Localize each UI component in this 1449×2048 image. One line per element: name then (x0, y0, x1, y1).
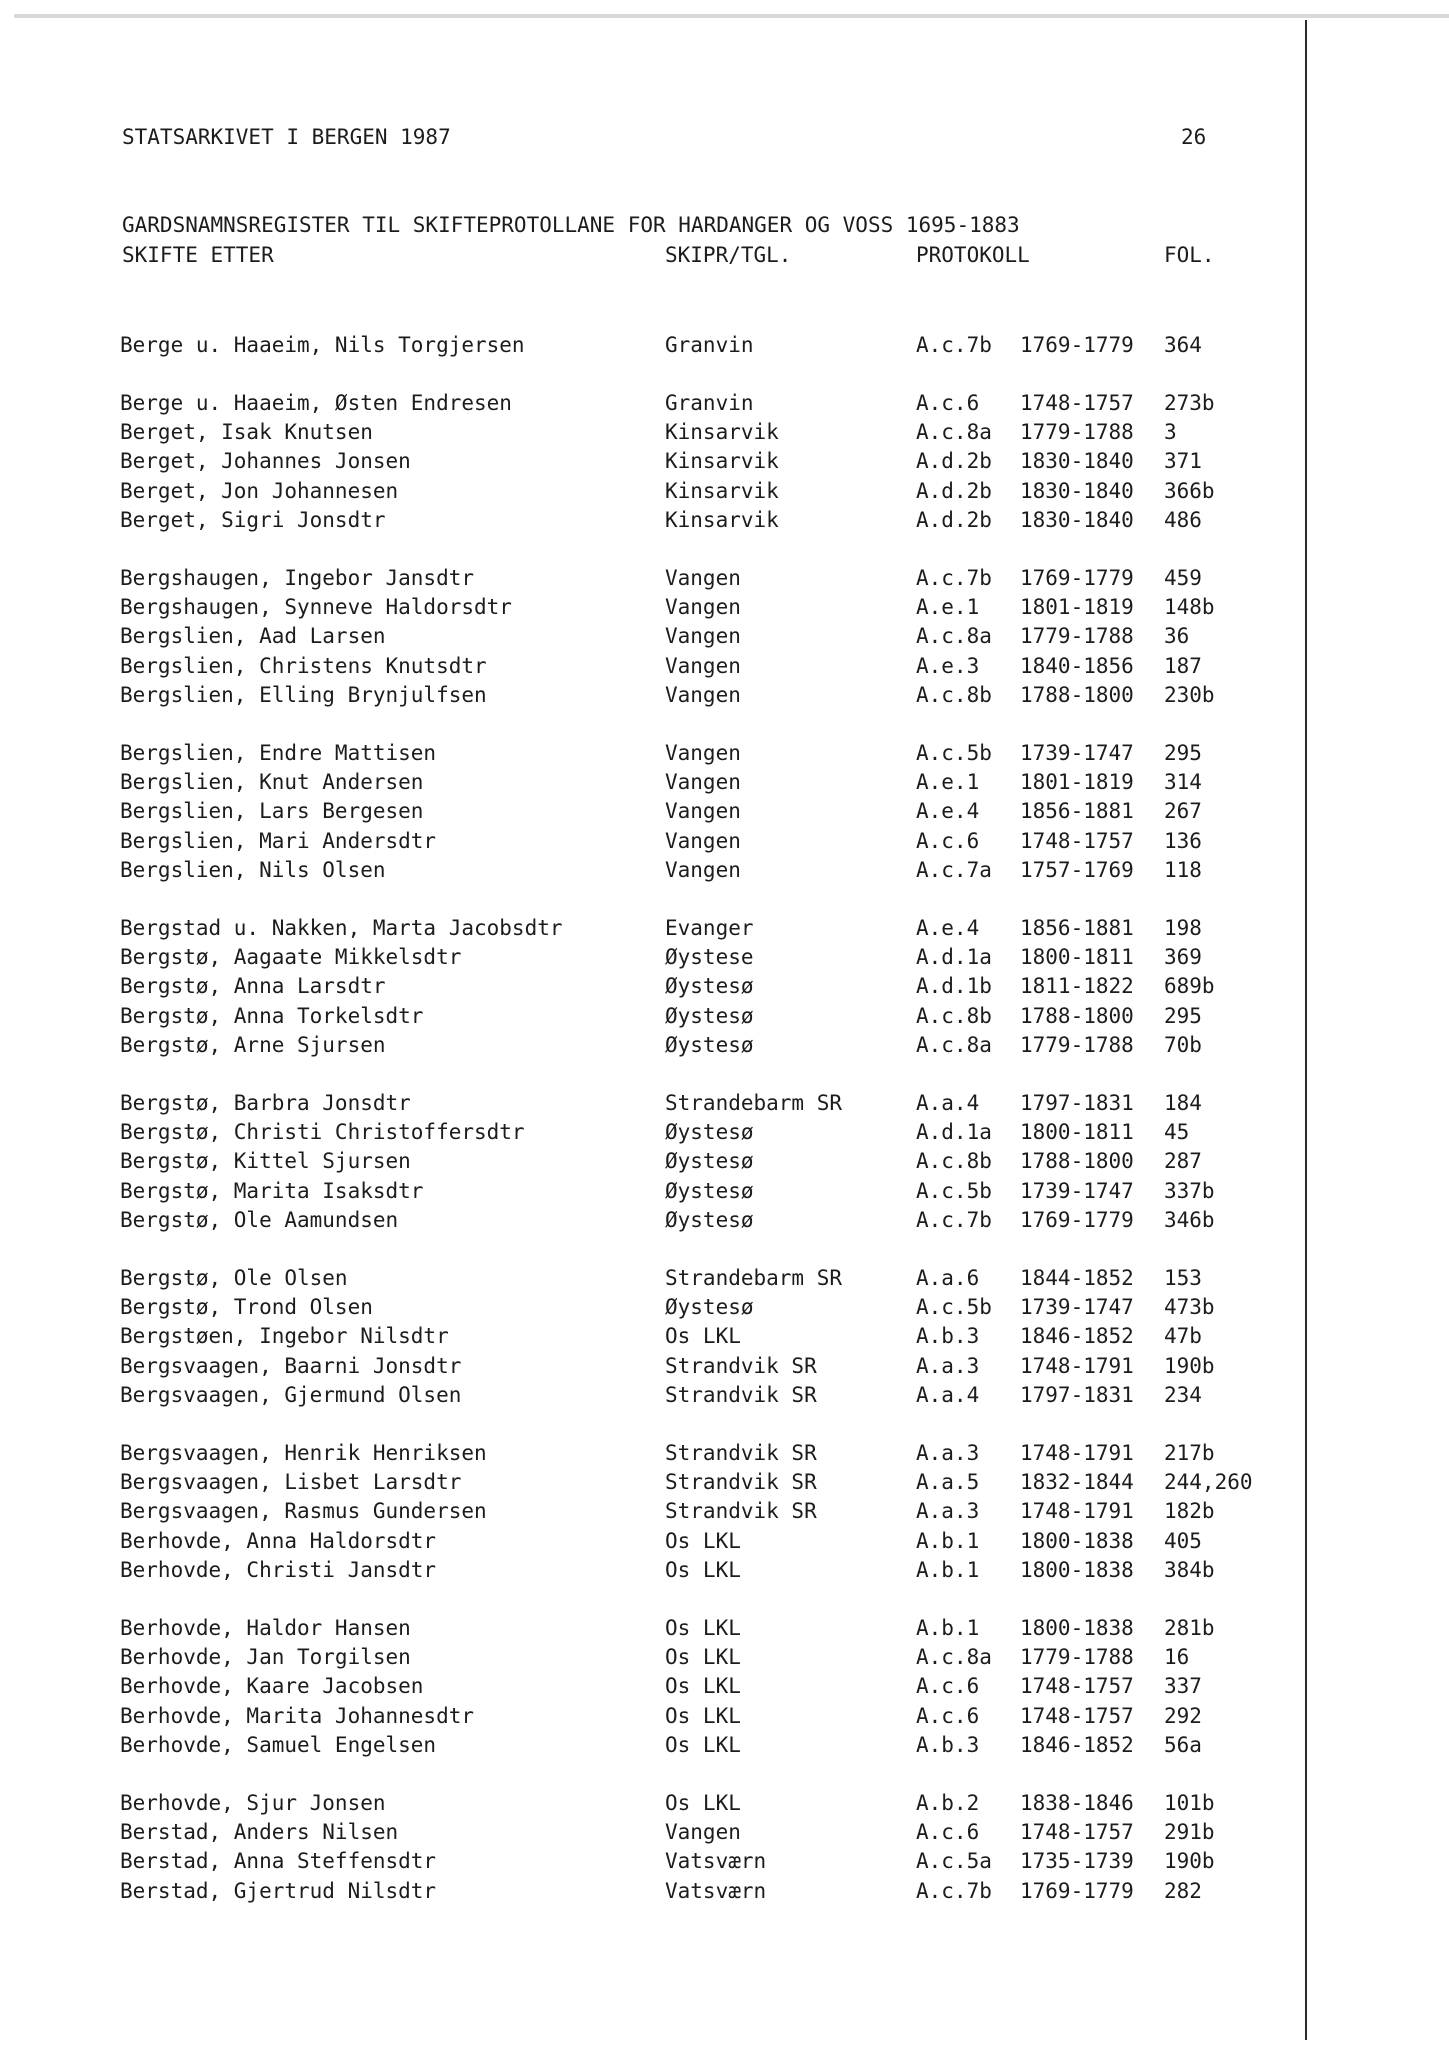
entry-folio: 3 (1164, 420, 1177, 444)
table-row (0, 1090, 1300, 1116)
archive-heading: STATSARKIVET I BERGEN 1987 (122, 125, 451, 149)
entry-years: 1800-1838 (1020, 1616, 1134, 1640)
entry-folio: 198 (1164, 916, 1202, 940)
entry-years: 1748-1757 (1020, 1674, 1134, 1698)
entry-name: Berhovde, Haldor Hansen (120, 1616, 411, 1640)
entry-folio: 56a (1164, 1733, 1202, 1757)
entry-folio: 369 (1164, 945, 1202, 969)
entry-name: Berget, Isak Knutsen (120, 420, 373, 444)
entry-name: Bergsvaagen, Lisbet Larsdtr (120, 1470, 462, 1494)
table-row (0, 1615, 1300, 1641)
entry-years: 1801-1819 (1020, 595, 1134, 619)
entry-folio: 190b (1164, 1354, 1215, 1378)
entry-protocol: A.c.5b (916, 1295, 992, 1319)
entry-folio: 282 (1164, 1879, 1202, 1903)
entry-folio: 473b (1164, 1295, 1215, 1319)
entry-folio: 45 (1164, 1120, 1190, 1144)
table-row (0, 653, 1300, 679)
entry-years: 1748-1757 (1020, 1820, 1134, 1844)
entry-years: 1735-1739 (1020, 1849, 1134, 1873)
margin-rule (1305, 20, 1307, 2040)
entry-protocol: A.a.3 (916, 1441, 980, 1465)
entry-folio: 217b (1164, 1441, 1215, 1465)
entry-place: Vangen (665, 595, 741, 619)
entry-place: Os LKL (665, 1645, 741, 1669)
table-row (0, 478, 1300, 504)
entry-name: Berhovde, Sjur Jonsen (120, 1791, 386, 1815)
table-row (0, 565, 1300, 591)
entry-protocol: A.a.3 (916, 1499, 980, 1523)
entry-place: Vangen (665, 624, 741, 648)
entry-years: 1801-1819 (1020, 770, 1134, 794)
table-row (0, 682, 1300, 708)
entry-years: 1748-1791 (1020, 1499, 1134, 1523)
table-row (0, 1790, 1300, 1816)
entry-place: Kinsarvik (665, 420, 779, 444)
table-row (0, 1703, 1300, 1729)
entry-place: Vangen (665, 1820, 741, 1844)
entry-folio: 136 (1164, 829, 1202, 853)
entry-name: Bergslien, Nils Olsen (120, 858, 386, 882)
entry-name: Bergsvaagen, Rasmus Gundersen (120, 1499, 487, 1523)
entry-name: Berget, Sigri Jonsdtr (120, 508, 386, 532)
entry-place: Vangen (665, 858, 741, 882)
entry-name: Bergstø, Arne Sjursen (120, 1033, 386, 1057)
entry-place: Vangen (665, 683, 741, 707)
table-row (0, 1323, 1300, 1349)
entry-name: Berhovde, Kaare Jacobsen (120, 1674, 424, 1698)
entry-years: 1757-1769 (1020, 858, 1134, 882)
entry-years: 1769-1779 (1020, 566, 1134, 590)
entry-place: Vatsværn (665, 1849, 767, 1873)
table-row (0, 507, 1300, 533)
entry-protocol: A.c.7b (916, 566, 992, 590)
entry-protocol: A.c.6 (916, 1820, 980, 1844)
entry-name: Bergstø, Anna Larsdtr (120, 974, 386, 998)
entry-place: Os LKL (665, 1674, 741, 1698)
entry-years: 1788-1800 (1020, 1004, 1134, 1028)
entry-protocol: A.c.5b (916, 1179, 992, 1203)
column-header-name: SKIFTE ETTER (122, 243, 274, 267)
entry-name: Bergsvaagen, Baarni Jonsdtr (120, 1354, 462, 1378)
entry-protocol: A.d.1a (916, 945, 992, 969)
table-row (0, 1148, 1300, 1174)
entry-name: Bergstøen, Ingebor Nilsdtr (120, 1324, 449, 1348)
entry-name: Berge u. Haaeim, Nils Torgjersen (120, 333, 525, 357)
entry-folio: 364 (1164, 333, 1202, 357)
entry-name: Bergstad u. Nakken, Marta Jacobsdtr (120, 916, 563, 940)
entry-place: Os LKL (665, 1616, 741, 1640)
entry-folio: 366b (1164, 479, 1215, 503)
entry-folio: 287 (1164, 1149, 1202, 1173)
entry-years: 1748-1757 (1020, 391, 1134, 415)
entry-name: Berstad, Gjertrud Nilsdtr (120, 1879, 437, 1903)
entry-years: 1779-1788 (1020, 1033, 1134, 1057)
entry-folio: 36 (1164, 624, 1190, 648)
entry-place: Os LKL (665, 1529, 741, 1553)
entry-folio: 384b (1164, 1558, 1215, 1582)
entry-protocol: A.c.7a (916, 858, 992, 882)
table-row (0, 1207, 1300, 1233)
entry-years: 1788-1800 (1020, 1149, 1134, 1173)
entry-protocol: A.d.2b (916, 449, 992, 473)
table-row (0, 1265, 1300, 1291)
entry-place: Strandvik SR (665, 1354, 817, 1378)
entry-years: 1856-1881 (1020, 916, 1134, 940)
entry-years: 1838-1846 (1020, 1791, 1134, 1815)
entry-place: Øystesø (665, 1179, 754, 1203)
entry-years: 1739-1747 (1020, 1179, 1134, 1203)
table-row (0, 594, 1300, 620)
entry-folio: 371 (1164, 449, 1202, 473)
entry-name: Bergstø, Anna Torkelsdtr (120, 1004, 424, 1028)
table-row (0, 1819, 1300, 1845)
table-row (0, 1848, 1300, 1874)
entry-place: Strandvik SR (665, 1441, 817, 1465)
entry-place: Vatsværn (665, 1879, 767, 1903)
entry-name: Bergstø, Marita Isaksdtr (120, 1179, 424, 1203)
table-row (0, 1732, 1300, 1758)
entry-name: Berhovde, Anna Haldorsdtr (120, 1529, 437, 1553)
table-row (0, 1178, 1300, 1204)
entry-folio: 292 (1164, 1704, 1202, 1728)
entry-folio: 153 (1164, 1266, 1202, 1290)
entry-years: 1779-1788 (1020, 624, 1134, 648)
entry-name: Berhovde, Jan Torgilsen (120, 1645, 411, 1669)
entry-years: 1769-1779 (1020, 1879, 1134, 1903)
entry-protocol: A.a.5 (916, 1470, 980, 1494)
entry-protocol: A.b.3 (916, 1324, 980, 1348)
entry-place: Evanger (665, 916, 754, 940)
entry-folio: 267 (1164, 799, 1202, 823)
entry-name: Berhovde, Marita Johannesdtr (120, 1704, 475, 1728)
entry-place: Øystesø (665, 1033, 754, 1057)
entry-name: Bergstø, Barbra Jonsdtr (120, 1091, 411, 1115)
page-number: 26 (1181, 125, 1207, 149)
entry-protocol: A.c.6 (916, 391, 980, 415)
entry-years: 1769-1779 (1020, 333, 1134, 357)
table-row (0, 332, 1300, 358)
entry-years: 1748-1757 (1020, 829, 1134, 853)
entry-name: Bergstø, Ole Olsen (120, 1266, 348, 1290)
entry-folio: 689b (1164, 974, 1215, 998)
entry-protocol: A.c.8b (916, 1149, 992, 1173)
entry-folio: 184 (1164, 1091, 1202, 1115)
entry-years: 1830-1840 (1020, 479, 1134, 503)
entry-protocol: A.c.8b (916, 1004, 992, 1028)
entry-name: Bergsvaagen, Henrik Henriksen (120, 1441, 487, 1465)
entry-protocol: A.c.8a (916, 624, 992, 648)
entry-protocol: A.b.2 (916, 1791, 980, 1815)
table-row (0, 623, 1300, 649)
entry-protocol: A.d.2b (916, 508, 992, 532)
table-row (0, 448, 1300, 474)
entry-place: Strandebarm SR (665, 1091, 843, 1115)
table-row (0, 1382, 1300, 1408)
entry-name: Bergslien, Knut Andersen (120, 770, 424, 794)
entry-years: 1769-1779 (1020, 1208, 1134, 1232)
entry-place: Øystesø (665, 1004, 754, 1028)
entry-protocol: A.a.3 (916, 1354, 980, 1378)
entry-years: 1846-1852 (1020, 1324, 1134, 1348)
entry-place: Øystesø (665, 1149, 754, 1173)
entry-protocol: A.b.1 (916, 1616, 980, 1640)
entry-place: Os LKL (665, 1324, 741, 1348)
entry-years: 1840-1856 (1020, 654, 1134, 678)
entry-years: 1748-1791 (1020, 1441, 1134, 1465)
entry-protocol: A.d.1a (916, 1120, 992, 1144)
table-row (0, 1440, 1300, 1466)
entry-name: Bergstø, Christi Christoffersdtr (120, 1120, 525, 1144)
table-row (0, 1032, 1300, 1058)
entry-place: Os LKL (665, 1704, 741, 1728)
entry-protocol: A.c.7b (916, 1879, 992, 1903)
entry-protocol: A.e.3 (916, 654, 980, 678)
entry-name: Bergstø, Ole Aamundsen (120, 1208, 399, 1232)
entry-place: Vangen (665, 741, 741, 765)
entry-folio: 16 (1164, 1645, 1190, 1669)
table-row (0, 1353, 1300, 1379)
entry-folio: 118 (1164, 858, 1202, 882)
entry-years: 1800-1838 (1020, 1529, 1134, 1553)
entry-name: Bergshaugen, Ingebor Jansdtr (120, 566, 475, 590)
entry-years: 1800-1811 (1020, 945, 1134, 969)
register-title: GARDSNAMNSREGISTER TIL SKIFTEPROTOLLANE FOR HARDANGER OG VOSS 1695-1883 (122, 213, 1020, 237)
entry-years: 1832-1844 (1020, 1470, 1134, 1494)
entry-protocol: A.e.4 (916, 916, 980, 940)
entry-protocol: A.c.6 (916, 1674, 980, 1698)
entry-protocol: A.d.1b (916, 974, 992, 998)
entry-folio: 295 (1164, 741, 1202, 765)
entry-place: Strandebarm SR (665, 1266, 843, 1290)
entry-name: Bergsvaagen, Gjermund Olsen (120, 1383, 462, 1407)
entry-place: Øystesø (665, 1120, 754, 1144)
table-row (0, 798, 1300, 824)
entry-place: Strandvik SR (665, 1470, 817, 1494)
table-row (0, 828, 1300, 854)
entry-name: Berget, Jon Johannesen (120, 479, 399, 503)
table-row (0, 973, 1300, 999)
entry-folio: 234 (1164, 1383, 1202, 1407)
entry-place: Granvin (665, 391, 754, 415)
column-header-protocol: PROTOKOLL (916, 243, 1030, 267)
entry-name: Berstad, Anders Nilsen (120, 1820, 399, 1844)
entry-years: 1739-1747 (1020, 741, 1134, 765)
table-row (0, 769, 1300, 795)
entry-folio: 244,260 (1164, 1470, 1253, 1494)
table-row (0, 915, 1300, 941)
entry-protocol: A.c.8a (916, 1645, 992, 1669)
entry-folio: 295 (1164, 1004, 1202, 1028)
table-row (0, 1003, 1300, 1029)
entry-folio: 314 (1164, 770, 1202, 794)
entry-place: Vangen (665, 829, 741, 853)
entry-folio: 148b (1164, 595, 1215, 619)
entry-protocol: A.e.1 (916, 595, 980, 619)
entry-years: 1800-1838 (1020, 1558, 1134, 1582)
entry-place: Øystesø (665, 974, 754, 998)
entry-years: 1830-1840 (1020, 508, 1134, 532)
entry-name: Bergslien, Christens Knutsdtr (120, 654, 487, 678)
entry-years: 1830-1840 (1020, 449, 1134, 473)
entry-protocol: A.c.7b (916, 333, 992, 357)
entry-name: Bergshaugen, Synneve Haldorsdtr (120, 595, 512, 619)
entry-name: Berge u. Haaeim, Østen Endresen (120, 391, 512, 415)
entry-protocol: A.c.8b (916, 683, 992, 707)
entry-protocol: A.c.6 (916, 1704, 980, 1728)
entry-protocol: A.a.6 (916, 1266, 980, 1290)
table-row (0, 1469, 1300, 1495)
entry-folio: 182b (1164, 1499, 1215, 1523)
table-row (0, 740, 1300, 766)
entry-years: 1797-1831 (1020, 1383, 1134, 1407)
entry-protocol: A.c.8a (916, 420, 992, 444)
table-row (0, 1673, 1300, 1699)
entry-protocol: A.c.5a (916, 1849, 992, 1873)
entry-folio: 337 (1164, 1674, 1202, 1698)
column-header-place: SKIPR/TGL. (665, 243, 792, 267)
table-row (0, 1878, 1300, 1904)
entry-name: Berstad, Anna Steffensdtr (120, 1849, 437, 1873)
entry-place: Os LKL (665, 1733, 741, 1757)
entry-folio: 187 (1164, 654, 1202, 678)
entry-place: Os LKL (665, 1558, 741, 1582)
entry-place: Kinsarvik (665, 479, 779, 503)
entry-protocol: A.b.1 (916, 1529, 980, 1553)
entry-folio: 486 (1164, 508, 1202, 532)
entry-name: Bergslien, Lars Bergesen (120, 799, 424, 823)
table-row (0, 1528, 1300, 1554)
entry-name: Bergslien, Elling Brynjulfsen (120, 683, 487, 707)
entry-protocol: A.c.8a (916, 1033, 992, 1057)
entry-folio: 281b (1164, 1616, 1215, 1640)
table-row (0, 1119, 1300, 1145)
entry-folio: 230b (1164, 683, 1215, 707)
table-row (0, 1294, 1300, 1320)
entry-years: 1779-1788 (1020, 1645, 1134, 1669)
entry-protocol: A.c.5b (916, 741, 992, 765)
entry-years: 1748-1791 (1020, 1354, 1134, 1378)
entry-protocol: A.b.1 (916, 1558, 980, 1582)
entry-folio: 70b (1164, 1033, 1202, 1057)
entry-protocol: A.a.4 (916, 1383, 980, 1407)
table-row (0, 419, 1300, 445)
entry-protocol: A.d.2b (916, 479, 992, 503)
entry-place: Vangen (665, 566, 741, 590)
entry-years: 1748-1757 (1020, 1704, 1134, 1728)
entry-years: 1779-1788 (1020, 420, 1134, 444)
entry-years: 1846-1852 (1020, 1733, 1134, 1757)
entry-place: Strandvik SR (665, 1499, 817, 1523)
entry-years: 1811-1822 (1020, 974, 1134, 998)
column-header-folio: FOL. (1164, 243, 1215, 267)
entry-name: Berhovde, Samuel Engelsen (120, 1733, 437, 1757)
entry-place: Øystesø (665, 1295, 754, 1319)
entry-place: Vangen (665, 654, 741, 678)
entry-protocol: A.e.1 (916, 770, 980, 794)
entry-name: Bergstø, Aagaate Mikkelsdtr (120, 945, 462, 969)
entry-protocol: A.a.4 (916, 1091, 980, 1115)
table-row (0, 1498, 1300, 1524)
entry-protocol: A.c.6 (916, 829, 980, 853)
entry-folio: 101b (1164, 1791, 1215, 1815)
entry-folio: 190b (1164, 1849, 1215, 1873)
entry-name: Bergslien, Aad Larsen (120, 624, 386, 648)
entry-name: Bergslien, Mari Andersdtr (120, 829, 437, 853)
table-row (0, 944, 1300, 970)
top-edge-rule (14, 14, 1449, 18)
entry-years: 1856-1881 (1020, 799, 1134, 823)
entry-place: Øystese (665, 945, 754, 969)
entry-folio: 291b (1164, 1820, 1215, 1844)
table-row (0, 857, 1300, 883)
table-row (0, 1644, 1300, 1670)
entry-place: Kinsarvik (665, 449, 779, 473)
entry-years: 1739-1747 (1020, 1295, 1134, 1319)
entry-years: 1800-1811 (1020, 1120, 1134, 1144)
entry-protocol: A.e.4 (916, 799, 980, 823)
entry-folio: 405 (1164, 1529, 1202, 1553)
entry-folio: 47b (1164, 1324, 1202, 1348)
entry-folio: 346b (1164, 1208, 1215, 1232)
table-row (0, 1557, 1300, 1583)
entry-place: Vangen (665, 770, 741, 794)
entry-name: Bergstø, Trond Olsen (120, 1295, 373, 1319)
entry-place: Kinsarvik (665, 508, 779, 532)
entry-years: 1844-1852 (1020, 1266, 1134, 1290)
entry-name: Berhovde, Christi Jansdtr (120, 1558, 437, 1582)
entry-name: Bergslien, Endre Mattisen (120, 741, 437, 765)
entry-folio: 459 (1164, 566, 1202, 590)
entry-protocol: A.c.7b (916, 1208, 992, 1232)
entry-place: Strandvik SR (665, 1383, 817, 1407)
entry-protocol: A.b.3 (916, 1733, 980, 1757)
entry-place: Os LKL (665, 1791, 741, 1815)
entry-name: Berget, Johannes Jonsen (120, 449, 411, 473)
entry-years: 1797-1831 (1020, 1091, 1134, 1115)
entry-place: Granvin (665, 333, 754, 357)
entry-folio: 273b (1164, 391, 1215, 415)
entry-years: 1788-1800 (1020, 683, 1134, 707)
entry-place: Vangen (665, 799, 741, 823)
entry-name: Bergstø, Kittel Sjursen (120, 1149, 411, 1173)
entry-place: Øystesø (665, 1208, 754, 1232)
entry-folio: 337b (1164, 1179, 1215, 1203)
table-row (0, 390, 1300, 416)
